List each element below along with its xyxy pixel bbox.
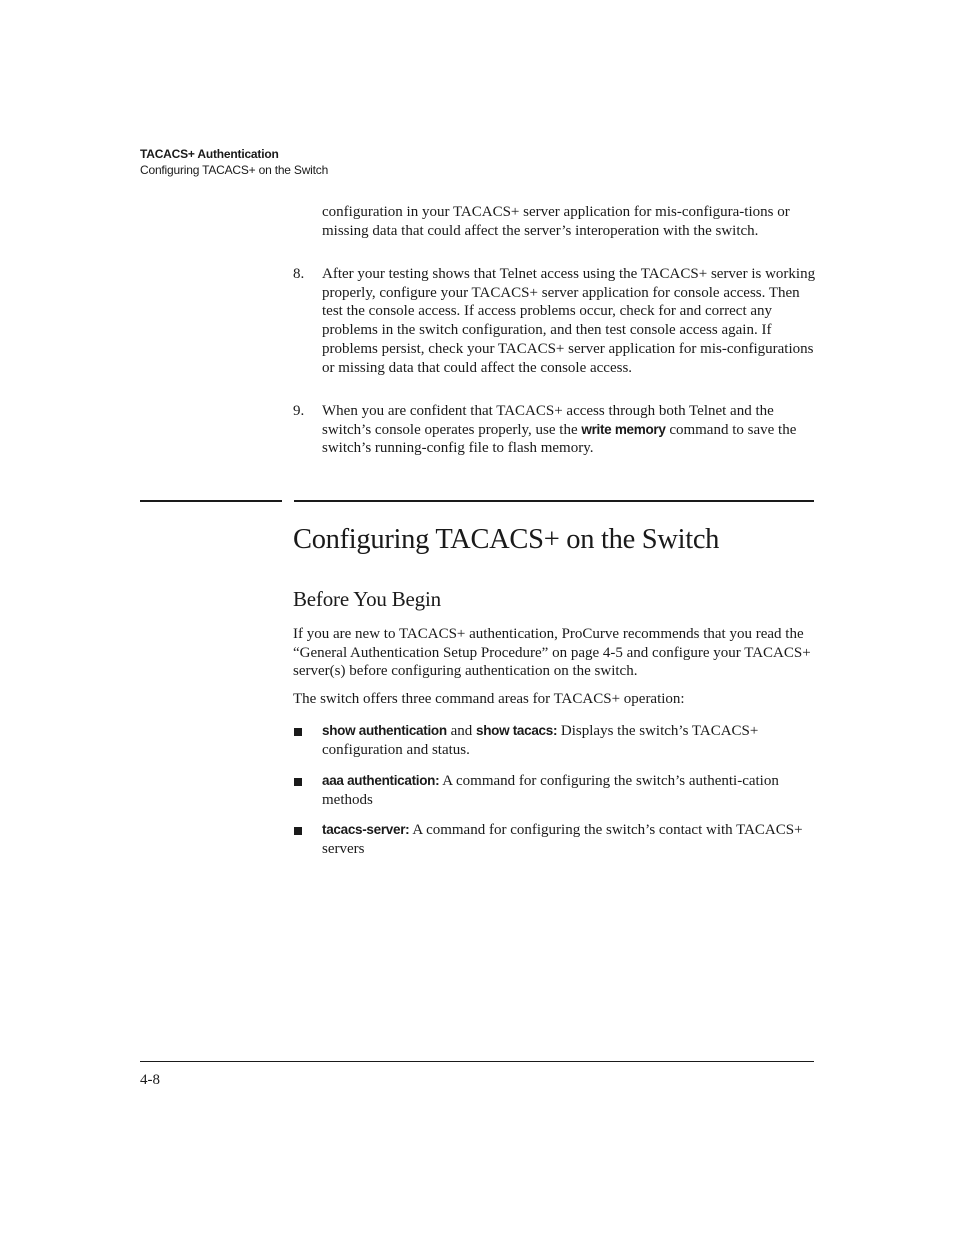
bullet-description: Displays the switch’s TACACS+ configuration and status. — [322, 723, 759, 758]
bullet-joiner: and — [450, 723, 473, 739]
command-aaa-authentication: aaa authentication: — [322, 773, 440, 788]
footer-rule — [140, 1061, 814, 1062]
bullet-square-icon — [294, 728, 302, 736]
bullet-text — [322, 821, 817, 858]
command-tacacs-server: tacacs-server: — [322, 822, 410, 837]
bullet-tacacs-server — [293, 821, 817, 858]
bullet-text — [322, 722, 817, 759]
command-show-authentication: show authentication — [322, 723, 447, 738]
step-8 — [293, 265, 817, 377]
step-9 — [293, 402, 817, 458]
step-text — [322, 402, 817, 458]
step-text: After your testing shows that Telnet access using the TACACS+ server is working properly, configure your TACACS+ server application for console access. Then test the console access. If access problems occur, check for and correct any problems in the switch configuration, and then test console access again. If problems persist, check your TACACS+ server application for mis-configurations or missing data that could affect the console access. — [322, 266, 816, 376]
bullet-description: A command for configuring the switch’s authenti-cation methods — [322, 773, 779, 808]
step-text-after: command to save the switch’s running-config file to flash memory. — [322, 421, 797, 457]
intro-paragraph: If you are new to TACACS+ authentication, ProCurve recommends that you read the “General Authentication Setup Procedure” on page 4-5 and configure your TACACS+ server(s) before configuring authentication on the switch. — [293, 626, 811, 680]
step-number: 9. — [293, 403, 305, 419]
command-areas-intro: The switch offers three command areas for TACACS+ operation: — [293, 691, 685, 707]
running-header-section: Configuring TACACS+ on the Switch — [140, 163, 329, 177]
bullet-description: A command for configuring the switch’s contact with TACACS+ servers — [322, 822, 803, 857]
section-rule-left — [140, 500, 282, 502]
command-write-memory: write memory — [581, 421, 666, 437]
bullet-text — [322, 772, 817, 809]
running-header-chapter: TACACS+ Authentication — [140, 147, 279, 161]
subsection-heading: Before You Begin — [293, 587, 441, 611]
bullet-show-commands — [293, 722, 817, 759]
bullet-square-icon — [294, 778, 302, 786]
section-heading: Configuring TACACS+ on the Switch — [293, 524, 720, 555]
command-show-tacacs: show tacacs: — [475, 723, 558, 738]
step-number: 8. — [293, 266, 305, 282]
continued-paragraph: configuration in your TACACS+ server application for mis-configura-tions or missing data that could affect the server’s interoperation with the switch. — [322, 204, 790, 239]
section-rule-right — [294, 500, 814, 502]
step-text-before: When you are confident that TACACS+ access through both Telnet and the switch’s console operates properly, use the — [322, 403, 774, 438]
bullet-aaa-authentication — [293, 772, 817, 809]
page-number: 4-8 — [140, 1072, 160, 1088]
bullet-square-icon — [294, 827, 302, 835]
